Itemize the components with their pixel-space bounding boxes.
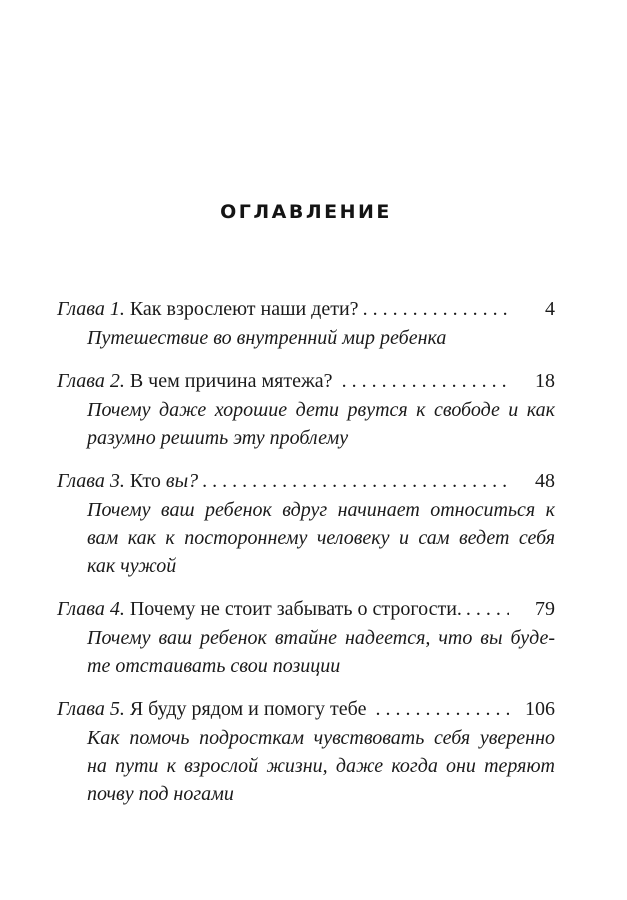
toc-entry <box>57 466 555 580</box>
chapter-heading <box>57 694 371 724</box>
chapter-heading <box>57 294 359 324</box>
toc-entry-line <box>57 466 555 496</box>
chapter-heading <box>57 466 198 496</box>
chapter-label: Глава 2. <box>57 370 125 392</box>
chapter-subtitle-line: те отстаивать свои позиции <box>87 655 341 677</box>
chapter-subtitle-line: Как помочь подросткам чувствовать себя уверенно <box>87 727 555 749</box>
chapter-subtitle-line: как чужой <box>87 555 177 577</box>
toc-title: ОГЛАВЛЕНИЕ <box>220 201 392 223</box>
chapter-label: Глава 3. <box>57 470 125 492</box>
chapter-subtitle-line: почву под ногами <box>87 783 234 805</box>
chapter-subtitle-line: Почему ваш ребенок вдруг начинает относиться к <box>87 499 555 521</box>
chapter-subtitle-line: Почему даже хорошие дети рвутся к свободе и как <box>87 399 555 421</box>
chapter-title: В чем причина мятежа? <box>129 370 338 392</box>
dot-leader <box>462 594 509 624</box>
page-number: 79 <box>535 598 555 620</box>
chapter-subtitle <box>87 724 555 808</box>
chapter-label: Глава 4. <box>57 598 125 620</box>
chapter-title-emphasis: вы? <box>165 470 199 492</box>
chapter-heading <box>57 366 338 396</box>
chapter-subtitle-line: на пути к взрослой жизни, даже когда они теряют <box>87 755 555 777</box>
page-number: 4 <box>545 298 555 320</box>
chapter-subtitle-line: разумно решить эту проблему <box>87 427 349 449</box>
page-number: 18 <box>535 370 555 392</box>
chapter-title: Почему не стоит забывать о строгости. <box>129 598 462 620</box>
toc-entry-line <box>57 594 555 624</box>
page-number: 106 <box>525 698 555 720</box>
chapter-subtitle <box>87 496 555 580</box>
dot-leader <box>198 466 509 496</box>
dot-leader <box>359 294 509 324</box>
chapter-title: Я буду рядом и помогу тебе <box>129 698 372 720</box>
toc-entry <box>57 366 555 452</box>
toc-entry-line <box>57 294 555 324</box>
toc-entry-line <box>57 366 555 396</box>
chapter-title: Как взрослеют наши дети? <box>129 298 359 320</box>
chapter-heading <box>57 594 462 624</box>
chapter-label: Глава 1. <box>57 298 125 320</box>
dot-leader <box>338 366 509 396</box>
chapter-label: Глава 5. <box>57 698 125 720</box>
dot-leader <box>371 694 509 724</box>
toc-entry <box>57 694 555 808</box>
page-number: 48 <box>535 470 555 492</box>
chapter-subtitle-line: вам как к постороннему человеку и сам ведет себя <box>87 527 555 549</box>
toc-entry <box>57 594 555 680</box>
toc-entry <box>57 294 555 352</box>
chapter-subtitle <box>87 324 555 352</box>
toc-entry-line <box>57 694 555 724</box>
chapter-subtitle-line: Путешествие во внутренний мир ребенка <box>87 327 447 349</box>
chapter-subtitle <box>87 396 555 452</box>
chapter-subtitle <box>87 624 555 680</box>
chapter-subtitle-line: Почему ваш ребенок втайне надеется, что вы буде- <box>87 627 555 649</box>
chapter-title: Кто <box>129 470 166 492</box>
